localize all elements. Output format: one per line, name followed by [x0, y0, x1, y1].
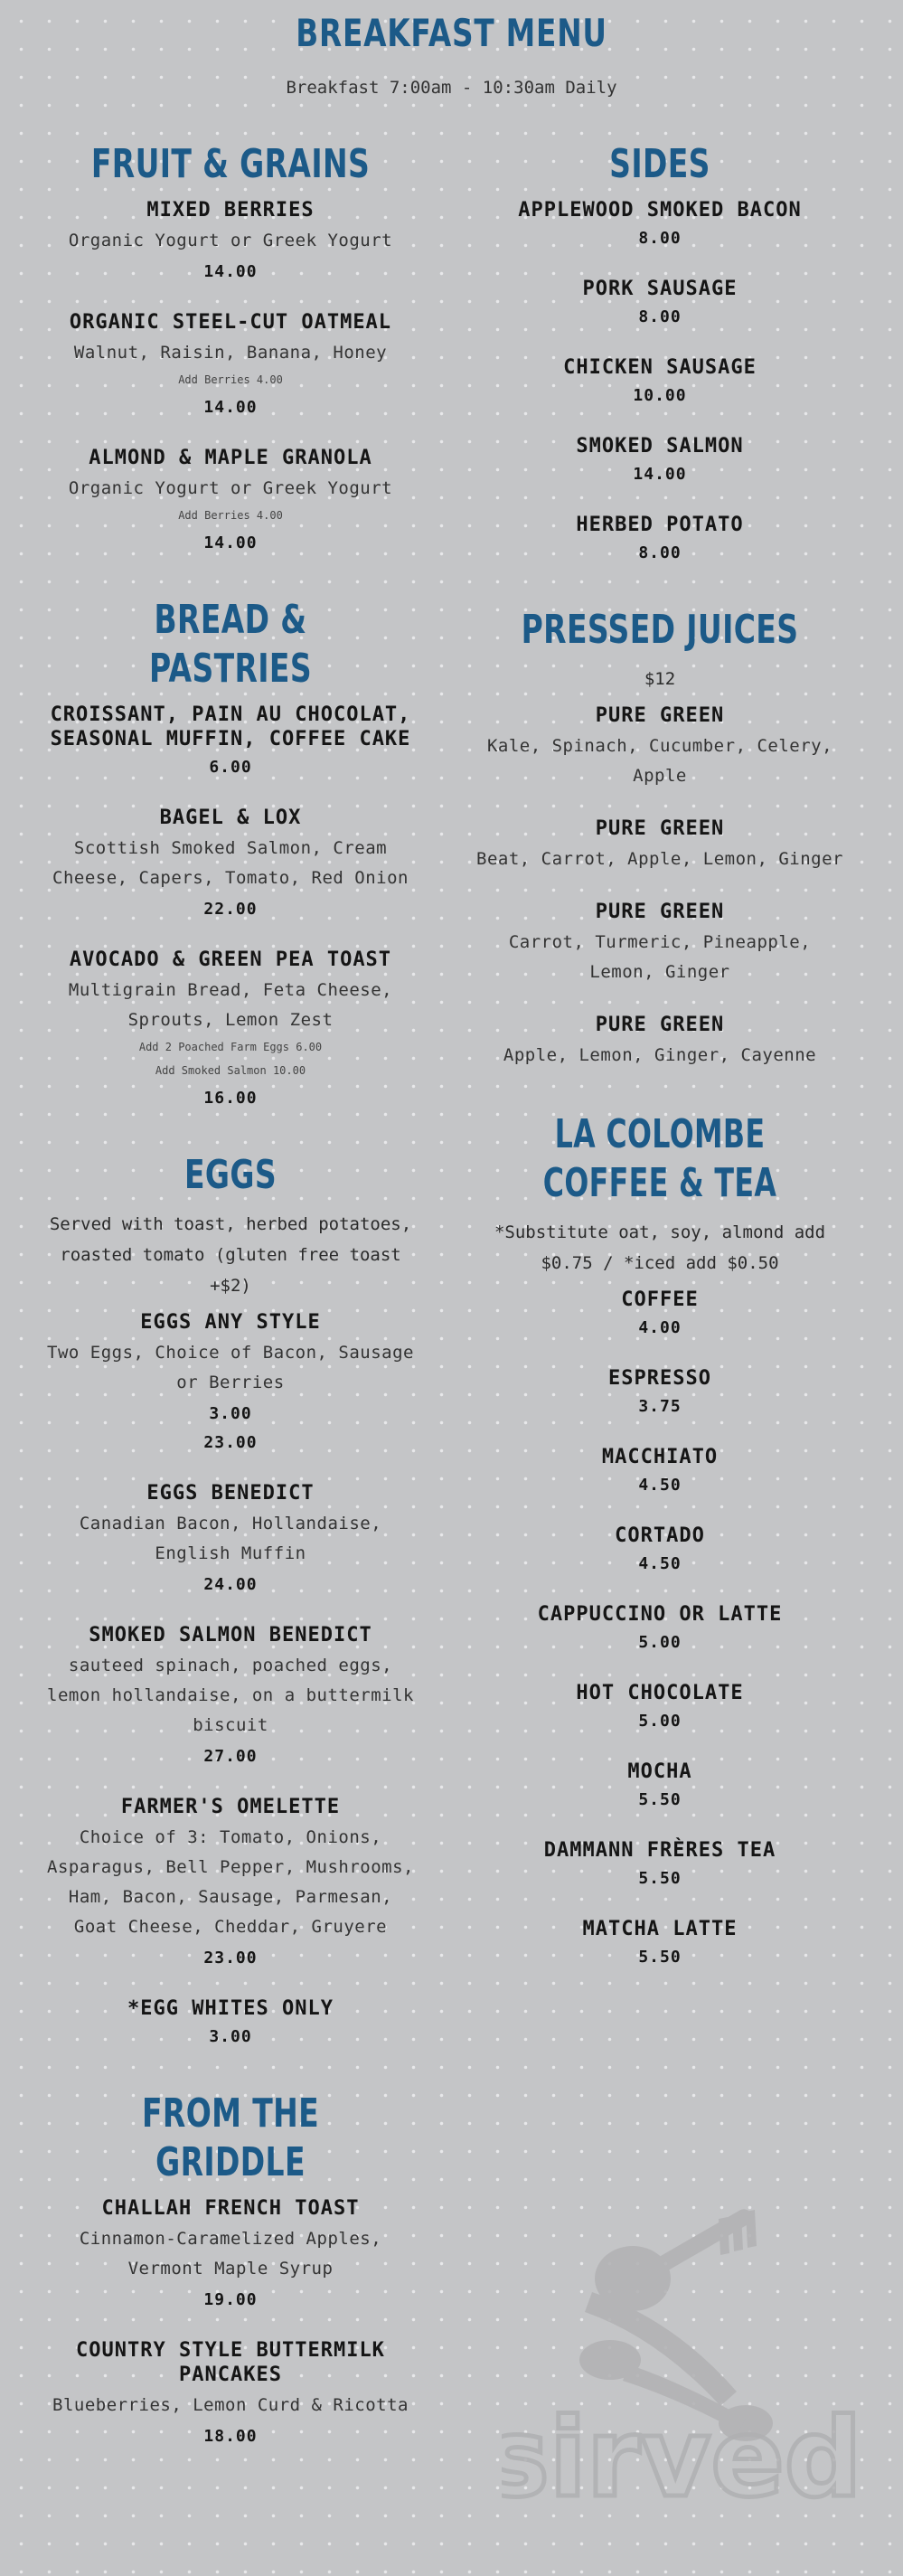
item-desc: Canadian Bacon, Hollandaise, English Muffin	[79, 1514, 382, 1563]
item-addon: Add Berries 4.00	[178, 373, 283, 386]
item-name: CROISSANT, PAIN AU CHOCOLAT, SEASONAL MUFFIN, COFFEE CAKE	[50, 703, 411, 750]
menu-item	[447, 1288, 872, 1341]
menu-item	[447, 1602, 872, 1656]
section-griddle	[18, 2090, 443, 2449]
item-price: 27.00	[203, 1747, 258, 1766]
item-name: MACCHIATO	[601, 1446, 719, 1468]
item-name: DAMMANN FRÈRES TEA	[543, 1839, 776, 1862]
item-price: 3.00	[209, 2027, 252, 2046]
menu-item	[18, 1310, 443, 1456]
menu-item	[447, 900, 872, 987]
item-price: 8.00	[638, 229, 682, 248]
item-price: 14.00	[203, 398, 258, 417]
sirved-watermark	[502, 2206, 863, 2514]
item-name: CAPPUCCINO OR LATTE	[537, 1603, 783, 1626]
item-desc: Choice of 3: Tomato, Onions, Asparagus, Bell Pepper, Mushrooms, Ham, Bacon, Sausage, Parmesan, Goat Cheese, Cheddar, Gruyere	[47, 1827, 414, 1937]
section-note: *Substitute oat, soy, almond add $0.75 / *iced add $0.50	[494, 1222, 826, 1273]
menu-item	[18, 948, 443, 1111]
section-title: LA COLOMBE COFFEE & TEA	[542, 1111, 777, 1206]
item-addon: Add 2 Poached Farm Eggs 6.00	[138, 1041, 323, 1053]
menu-item	[447, 703, 872, 791]
item-desc: sauteed spinach, poached eggs, lemon hollandaise, on a buttermilk biscuit	[47, 1656, 414, 1735]
item-desc: Scottish Smoked Salmon, Cream Cheese, Capers, Tomato, Red Onion	[52, 838, 409, 888]
item-name: BAGEL & LOX	[159, 807, 302, 829]
section-title: EGGS	[184, 1152, 277, 1198]
menu-item	[447, 513, 872, 566]
item-price: 19.00	[203, 2290, 258, 2309]
item-name: HOT CHOCOLATE	[576, 1682, 744, 1704]
section-title: FROM THE GRIDDLE	[141, 2090, 320, 2185]
item-desc: Organic Yogurt or Greek Yogurt	[68, 231, 393, 250]
menu-item	[18, 1623, 443, 1769]
item-name: PURE GREEN	[595, 901, 725, 923]
menu-item	[447, 1838, 872, 1892]
item-name: AVOCADO & GREEN PEA TOAST	[69, 948, 392, 971]
item-price: 16.00	[203, 1089, 258, 1108]
item-name: *EGG WHITES ONLY	[127, 1997, 334, 2020]
item-name: SMOKED SALMON BENEDICT	[89, 1624, 372, 1647]
item-name: FARMER'S OMELETTE	[120, 1796, 341, 1818]
menu-item	[18, 806, 443, 922]
item-name: EGGS BENEDICT	[146, 1482, 315, 1505]
item-name: APPLEWOOD SMOKED BACON	[518, 199, 802, 222]
section-bread-pastries	[18, 596, 443, 1111]
menu-item	[447, 1366, 872, 1420]
item-name: HERBED POTATO	[576, 514, 744, 536]
menu-item	[447, 1917, 872, 1970]
item-desc: Walnut, Raisin, Banana, Honey	[73, 343, 388, 363]
menu-item	[447, 1013, 872, 1071]
item-desc: Two Eggs, Choice of Bacon, Sausage or Berries	[47, 1343, 414, 1392]
item-name: CORTADO	[615, 1524, 705, 1547]
item-price: 4.00	[638, 1318, 682, 1337]
menu-item	[18, 1795, 443, 1971]
section-title: BREAD & PASTRIES	[149, 597, 312, 692]
item-name: PURE GREEN	[595, 704, 725, 727]
section-note: Served with toast, herbed potatoes, roasted tomato (gluten free toast +$2)	[49, 1214, 412, 1296]
item-price: 8.00	[638, 543, 682, 562]
menu-item	[447, 1760, 872, 1813]
utensils-icon	[502, 2206, 863, 2514]
item-name: PURE GREEN	[595, 1014, 725, 1036]
menu-item	[18, 310, 443, 420]
item-name: MIXED BERRIES	[146, 199, 315, 222]
item-price: 5.50	[638, 1869, 682, 1888]
item-addon: Add Smoked Salmon 10.00	[155, 1064, 306, 1077]
item-name: EGGS ANY STYLE	[140, 1311, 321, 1334]
item-name: SMOKED SALMON	[576, 435, 744, 458]
section-note: $12	[644, 669, 676, 689]
item-desc: Organic Yogurt or Greek Yogurt	[68, 478, 393, 498]
item-price: 8.00	[638, 307, 682, 326]
menu-item	[447, 277, 872, 330]
menu-item	[447, 1681, 872, 1734]
item-price: 14.00	[633, 465, 687, 484]
section-title: PRESSED JUICES	[521, 607, 799, 653]
item-desc: Multigrain Bread, Feta Cheese, Sprouts, Lemon Zest	[68, 980, 393, 1030]
item-name: COFFEE	[621, 1288, 699, 1311]
menu-item	[447, 1445, 872, 1498]
section-fruit-grains	[18, 140, 443, 556]
menu-item	[447, 198, 872, 251]
item-name: ALMOND & MAPLE GRANOLA	[89, 447, 372, 469]
item-price: 22.00	[203, 900, 258, 919]
menu-item	[18, 1996, 443, 2050]
item-price-extra: 3.00	[209, 1404, 252, 1423]
item-desc: Cinnamon-Caramelized Apples, Vermont Maple Syrup	[79, 2229, 382, 2279]
item-name: COUNTRY STYLE BUTTERMILK PANCAKES	[76, 2339, 385, 2386]
menu-item	[18, 198, 443, 285]
item-desc: Kale, Spinach, Cucumber, Celery, Apple	[486, 736, 833, 786]
item-price: 18.00	[203, 2427, 258, 2446]
section-sides	[447, 140, 872, 566]
item-name: CHICKEN SAUSAGE	[563, 356, 757, 379]
item-desc: Carrot, Turmeric, Pineapple, Lemon, Ginger	[508, 932, 812, 982]
menu-item	[18, 446, 443, 556]
section-title: FRUIT & GRAINS	[90, 141, 371, 187]
item-name: PORK SAUSAGE	[582, 278, 738, 300]
menu-item	[447, 1524, 872, 1577]
item-price: 14.00	[203, 262, 258, 281]
item-name: MOCHA	[627, 1760, 692, 1783]
item-desc: Blueberries, Lemon Curd & Ricotta	[52, 2395, 409, 2415]
item-price: 24.00	[203, 1575, 258, 1594]
menu-item	[447, 816, 872, 874]
left-column	[18, 140, 443, 2489]
menu-item	[18, 1481, 443, 1598]
item-price: 3.75	[638, 1397, 682, 1416]
hours-text: Breakfast 7:00am - 10:30am Daily	[286, 78, 617, 98]
item-desc: Beat, Carrot, Apple, Lemon, Ginger	[476, 849, 843, 869]
item-name: CHALLAH FRENCH TOAST	[101, 2197, 360, 2220]
section-eggs	[18, 1151, 443, 2050]
item-price: 5.50	[638, 1790, 682, 1809]
item-price: 4.50	[638, 1554, 682, 1573]
menu-item	[18, 703, 443, 780]
section-pressed-juices	[447, 606, 872, 1071]
item-price: 10.00	[633, 386, 687, 405]
item-price: 23.00	[203, 1949, 258, 1967]
page-title: BREAKFAST MENU	[296, 11, 607, 55]
item-price: 4.50	[638, 1476, 682, 1495]
item-price: 5.00	[638, 1712, 682, 1731]
item-price: 6.00	[209, 758, 252, 777]
item-price: 23.00	[203, 1433, 258, 1452]
menu-item	[447, 434, 872, 487]
item-price: 5.00	[638, 1633, 682, 1652]
item-name: ESPRESSO	[608, 1367, 711, 1390]
menu-item	[447, 355, 872, 409]
item-price: 5.50	[638, 1948, 682, 1967]
right-column	[447, 140, 872, 2010]
section-coffee-tea	[447, 1110, 872, 1970]
section-title: SIDES	[609, 141, 710, 187]
item-addon: Add Berries 4.00	[178, 509, 283, 522]
watermark-text: sirved	[502, 2396, 862, 2514]
menu-item	[18, 2196, 443, 2313]
item-name: MATCHA LATTE	[582, 1918, 738, 1940]
item-price: 14.00	[203, 533, 258, 552]
item-name: ORGANIC STEEL-CUT OATMEAL	[69, 311, 392, 334]
item-desc: Apple, Lemon, Ginger, Cayenne	[503, 1045, 817, 1065]
item-name: PURE GREEN	[595, 817, 725, 840]
menu-item	[18, 2338, 443, 2449]
